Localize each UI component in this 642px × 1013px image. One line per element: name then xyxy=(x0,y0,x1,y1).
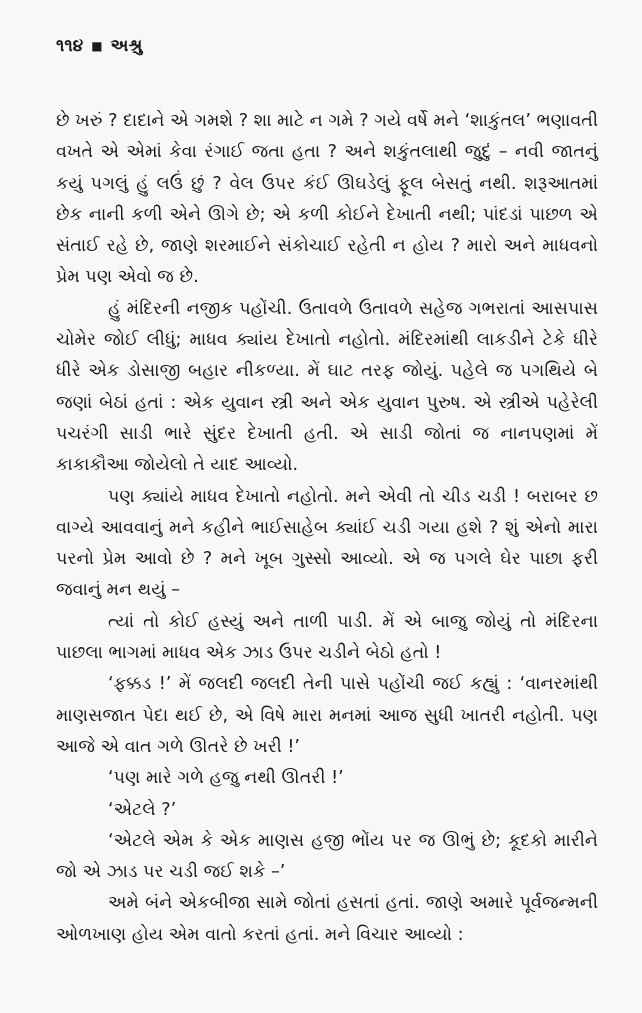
paragraph: પણ ક્યાંયે માધવ દેખાતો નહોતો. મને એવી તો ચીડ ચડી ! બરાબર છ વાગ્યે આવવાનું મને કહીને ભાઈસાહેબ ક્યાંઈ ચડી ગયા હશે ? શું એનો મારા પરનો પ્રેમ આવો છે ? મને ખૂબ ગુસ્સો આવ્યો. એ જ પગલે ઘેર પાછા ફરી જવાનું મન થયું – xyxy=(56,486,598,601)
separator-square-icon: ■ xyxy=(91,39,103,53)
paragraph: ‘ફક્કડ !’ મેં જલદી જલદી તેની પાસે પહોંચી જઈ કહ્યું : ‘વાનરમાંથી માણસજાત પેદા થઈ છે, એ વિષે મારા મનમાં આજ સુધી ખાતરી નહોતી. પણ આજે એ વાત ગળે ઊતરે છે ખરી !’ xyxy=(56,674,598,757)
paragraph: ત્યાં તો કોઈ હસ્યું અને તાળી પાડી. મેં એ બાજુ જોયું તો મંદિરના પાછલા ભાગમાં માધવ એક ઝાડ ઉપર ચડીને બેઠો હતો ! xyxy=(56,611,598,664)
paragraph: ‘એટલે એમ કે એક માણસ હજી ભોંય પર જ ઊભું છે; કૂદકો મારીને જો એ ઝાડ પર ચડી જઈ શકે –’ xyxy=(56,830,598,883)
book-title: અશ્રુ xyxy=(110,36,143,56)
running-header xyxy=(56,30,598,62)
paragraph: છે ખરું ? દાદાને એ ગમશે ? શા માટે ન ગમે ? ગયે વર્ષે મને ‘શાકુંતલ’ ભણાવતી વખતે એ એમાં કેવા રંગાઈ જતા હતા ? અને શકુંતલાથી જુદું – નવી જાતનું કયું પગલું હું લઉં છું ? વેલ ઉપર કંઈ ઊઘડેલું ફૂલ બેસતું નથી. શરૂઆતમાં છેક નાની કળી એને ઊગે છે; એ કળી કોઈને દેખાતી નથી; પાંદડાં પાછળ એ સંતાઈ રહે છે, જાણે શરમાઈને સંકોચાઈ રહેતી ન હોય ? મારો અને માધવનો પ્રેમ પણ એવો જ છે. xyxy=(56,111,598,288)
paragraph: ‘એટલે ?’ xyxy=(108,799,177,820)
body-text xyxy=(56,106,598,951)
page-number: ૧૧૪ xyxy=(56,36,84,56)
paragraph: હું મંદિરની નજીક પહોંચી. ઉતાવળે ઉતાવળે સહેજ ગભરાતાં આસપાસ ચોમેર જોઈ લીધું; માધવ ક્યાંય દેખાતો નહોતો. મંદિરમાંથી લાકડીને ટેકે ધીરે ધીરે એક ડોસાજી બહાર નીકળ્યા. મેં ઘાટ તરફ જોયું. પહેલે જ પગથિયે બે જણાં બેઠાં હતાં : એક યુવાન સ્ત્રી અને એક યુવાન પુરુષ. એ સ્ત્રીએ પહેરેલી પચરંગી સાડી ભારે સુંદર દેખાતી હતી. એ સાડી જોતાં જ નાનપણમાં મેં કાકાકૌઆ જોયેલો તે યાદ આવ્યો. xyxy=(56,298,598,476)
paragraph: ‘પણ મારે ગળે હજુ નથી ઊતરી !’ xyxy=(108,768,344,789)
paragraph: અમે બંને એકબીજા સામે જોતાં હસતાં હતાં. જાણે અમારે પૂર્વજન્મની ઓળખાણ હોય એમ વાતો કરતાં હતાં. મને વિચાર આવ્યો : xyxy=(56,893,598,945)
